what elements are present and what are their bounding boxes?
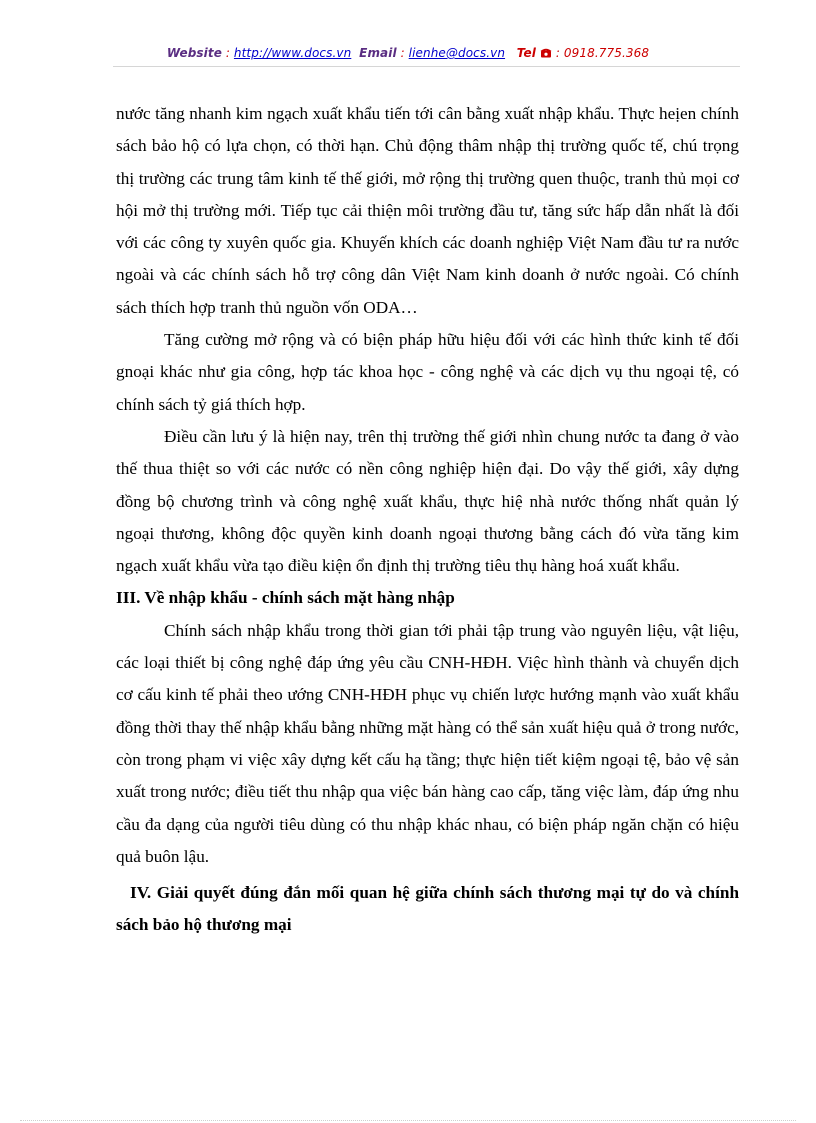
paragraph-3: Điều cần lưu ý là hiện nay, trên thị trường thế giới nhìn chung nước ta đang ở vào thế thua thiệt so với các nước có nền công nghiệp hiện đại. Do vậy thế giới, xây dựng đồng bộ chương trình và công nghệ xuất khẩu, thực hiệ nhà nước thống nhất quản lý ngoại thương, không độc quyền kinh doanh ngoại thương bằng cách đó vừa tăng kim ngạch xuất khẩu vừa tạo điều kiện ổn định thị trường tiêu thụ hàng hoá xuất khẩu. (116, 426, 739, 576)
website-separator: : (221, 46, 234, 60)
document-body (116, 98, 739, 942)
tel-label: Tel (516, 46, 536, 60)
page-header (0, 46, 816, 60)
email-label: Email (359, 46, 397, 60)
website-label: Website (166, 46, 222, 60)
telephone-icon (540, 46, 556, 60)
tel-number: : 0918.775.368 (555, 46, 650, 60)
footer-divider (20, 1120, 796, 1121)
paragraph-2: Tăng cường mở rộng và có biện pháp hữu hiệu đối với các hình thức kinh tế đối gnoại khác như gia công, hợp tác khoa học - công nghệ và các dịch vụ thu ngoại tệ, có chính sách tỷ giá thích hợp. (116, 330, 739, 414)
section-heading-iv: IV. Giải quyết đúng đắn mối quan hệ giữa chính sách thương mại tự do và chính sách bảo hộ thương mại (116, 883, 739, 935)
paragraph-1: nước tăng nhanh kim ngạch xuất khẩu tiến tới cân bằng xuất nhập khẩu. Thực heịen chính sách bảo hộ có lựa chọn, có thời hạn. Chủ động thâm nhập thị trường quốc tế, chú trọng thị trường các trung tâm kinh tế thế giới, mở rộng thị trường quen thuộc, tranh thủ mọi cơ hội mở thị trường mới. Tiếp tục cải thiện môi trường đầu tư, tăng sức hấp dẫn nhất là đối với các công ty xuyên quốc gia. Khuyến khích các doanh nghiệp Việt Nam đầu tư ra nước ngoài và các chính sách hỗ trợ công dân Việt Nam kinh doanh ở nước ngoài. Có chính sách thích hợp tranh thủ nguồn vốn ODA… (116, 104, 739, 317)
header-divider (113, 66, 740, 67)
website-link[interactable]: http://www.docs.vn (233, 46, 352, 60)
paragraph-4: Chính sách nhập khẩu trong thời gian tới phải tập trung vào nguyên liệu, vật liệu, các loại thiết bị công nghệ đáp ứng yêu cầu CNH-HĐH. Việc hình thành và chuyển dịch cơ cấu kinh tế phải theo ướng CNH-HĐH phục vụ chiến lược hướng mạnh vào xuất khẩu đồng thời thay thế nhập khẩu bằng những mặt hàng có thể sản xuất hiệu quả ở trong nước, còn trong phạm vi việc xây dựng kết cấu hạ tầng; thực hiện tiết kiệm ngoại tệ, bảo vệ sản xuất trong nước; điều tiết thu nhập qua việc bán hàng cao cấp, tăng việc làm, đáp ứng nhu cầu đa dạng của người tiêu dùng có thu nhập khác nhau, có biện pháp ngăn chặn có hiệu quả buôn lậu. (116, 620, 739, 866)
section-heading-iii: III. Về nhập khẩu - chính sách mặt hàng nhập (116, 588, 455, 608)
email-separator: : (396, 46, 409, 60)
email-link[interactable]: lienhe@docs.vn (408, 46, 506, 60)
